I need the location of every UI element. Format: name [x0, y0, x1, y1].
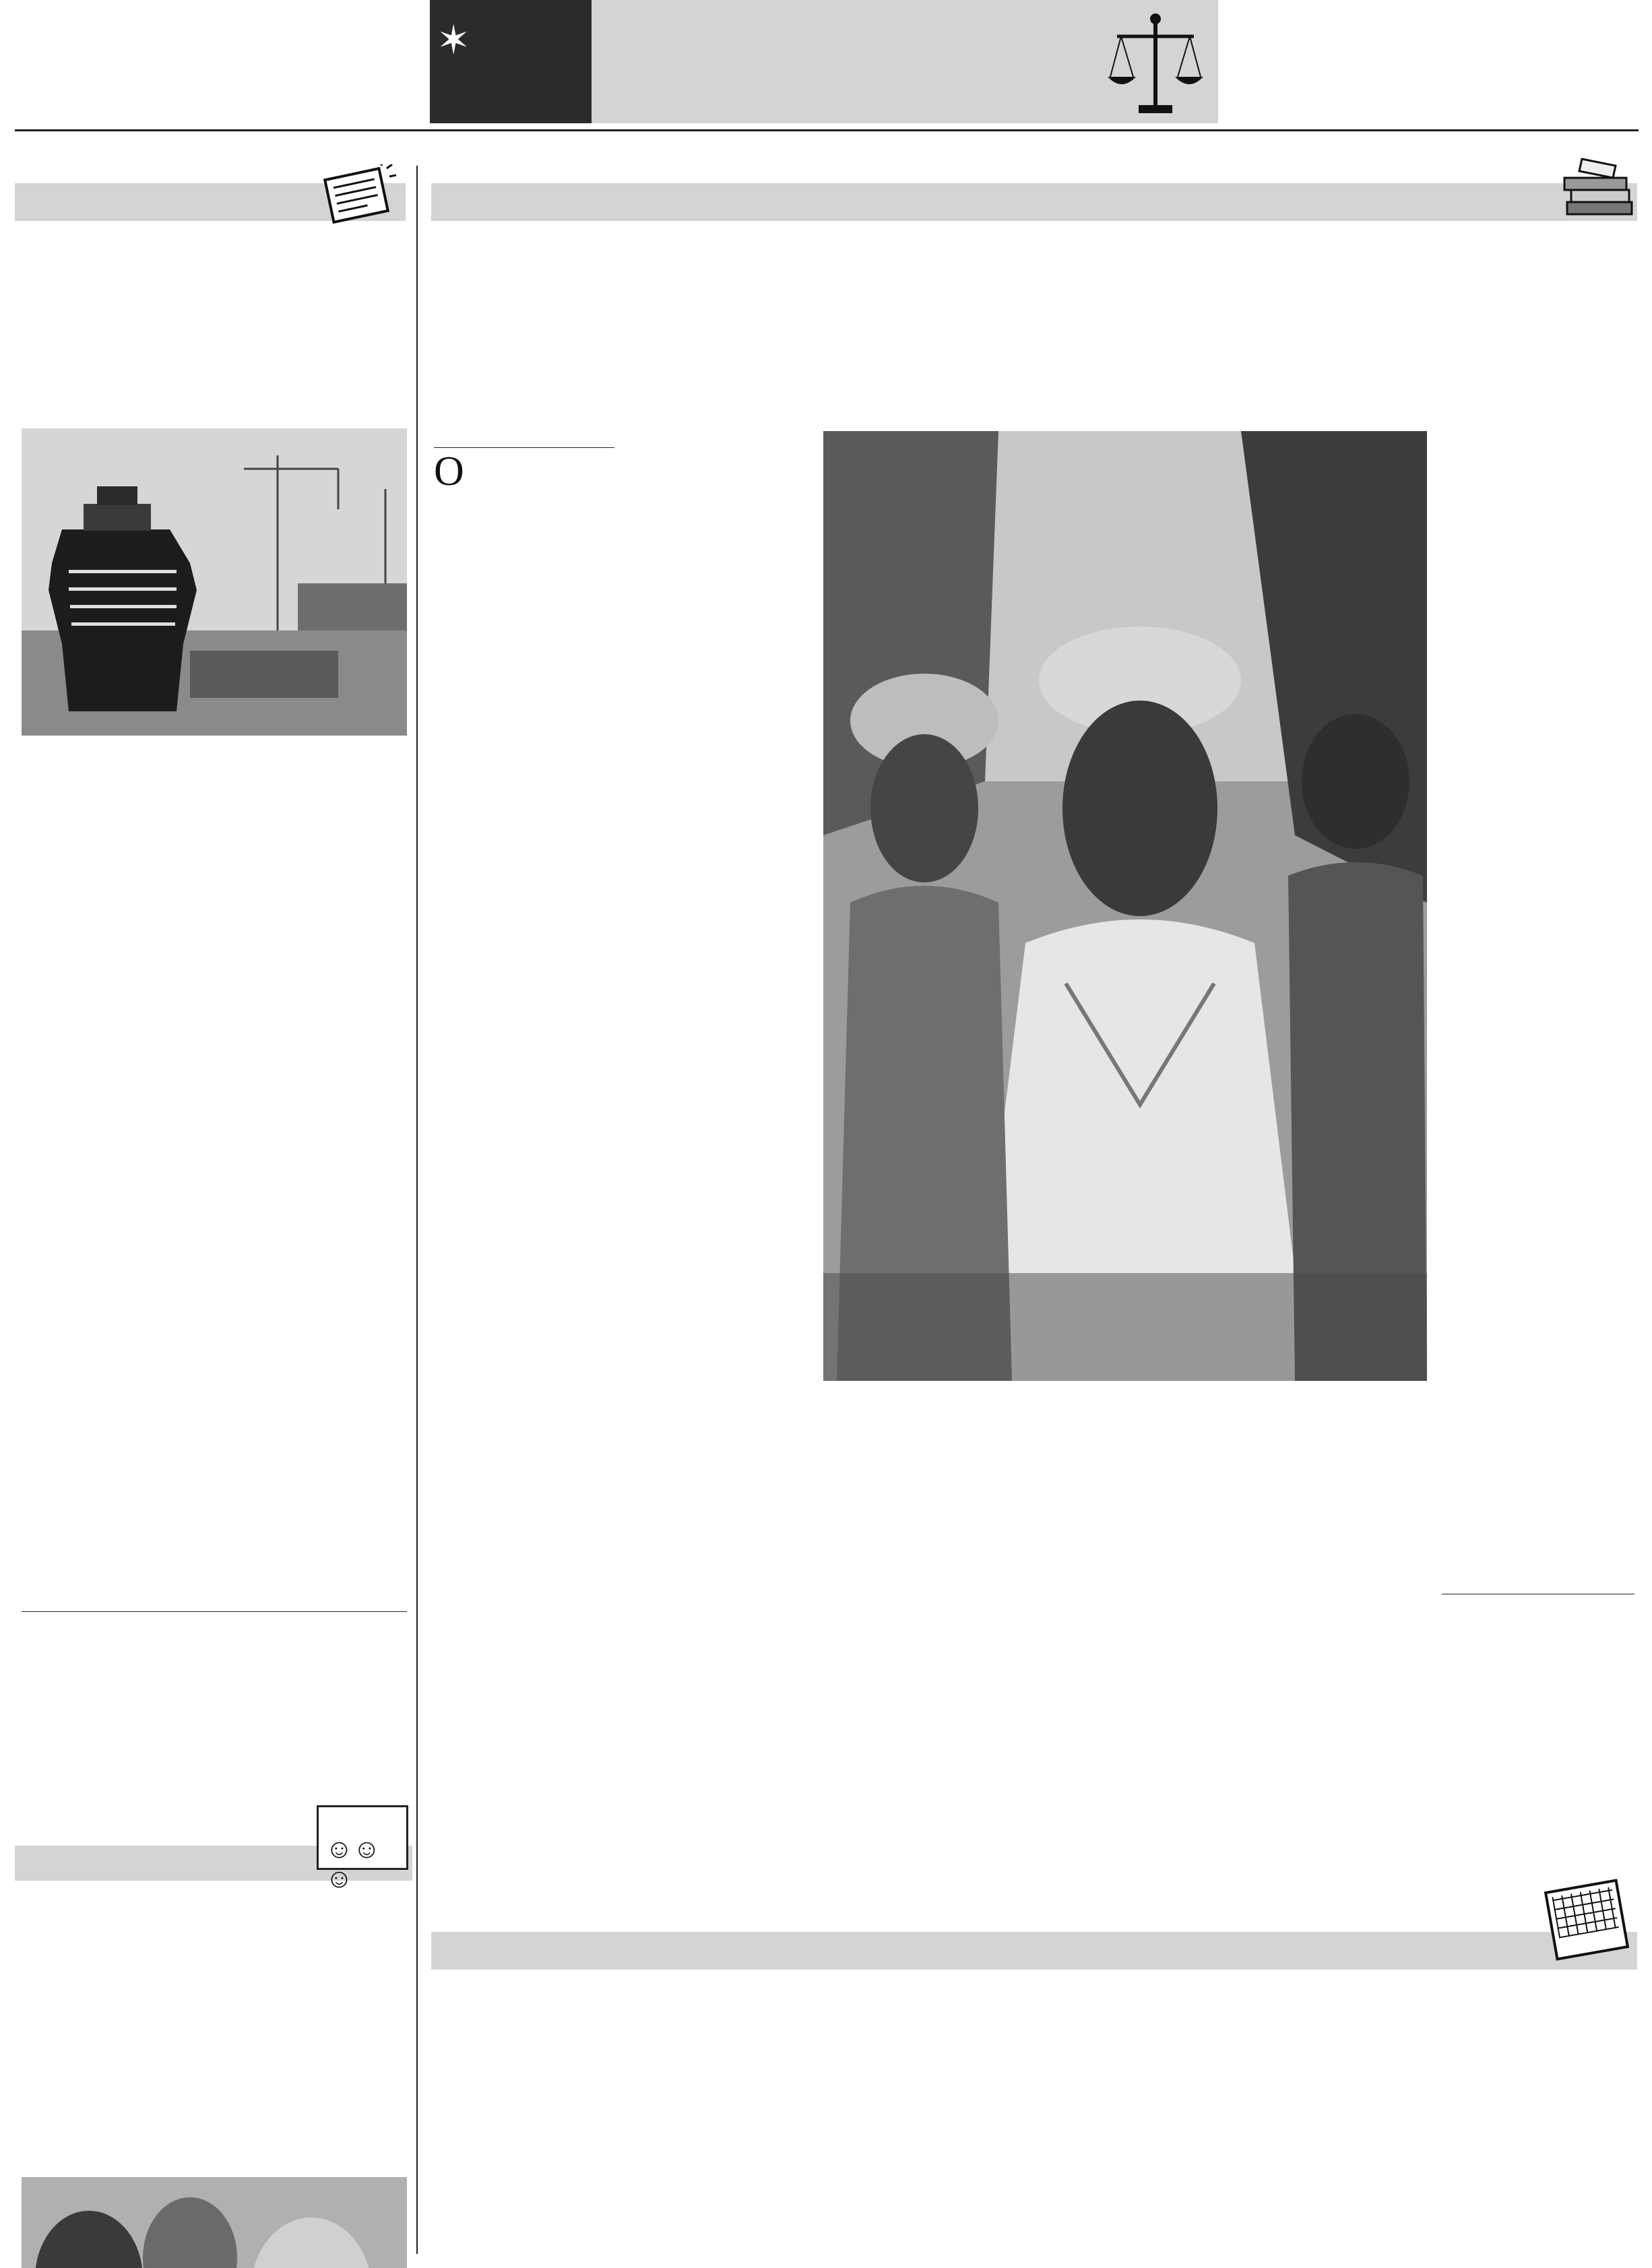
calendar-grid — [1552, 1887, 1618, 1939]
analysis-col-1 — [434, 453, 617, 1975]
column-divider — [416, 166, 418, 2254]
source-rule — [22, 1611, 407, 1612]
star-burst-icon: ✶ — [437, 18, 471, 63]
analysis-col-5 — [1211, 1389, 1395, 1975]
masthead — [0, 0, 1652, 135]
law-news-body — [22, 744, 407, 1607]
books-icon — [1562, 155, 1637, 222]
human-rights-badge — [317, 1805, 408, 1893]
analysis-col-6 — [1442, 431, 1634, 1587]
law-news-intro — [22, 321, 407, 418]
analysis-col-3 — [823, 1389, 1007, 1975]
cruise-ship-photo — [22, 428, 407, 736]
andizhan-victims-photo — [22, 2177, 407, 2268]
law-week-header — [431, 1932, 1637, 1970]
law-week-calendar-icon — [1544, 1879, 1629, 1961]
newspaper-icon — [322, 164, 398, 225]
drop-cap: O — [434, 453, 464, 494]
people-icon: ☺☺☺ — [325, 1834, 381, 1893]
byline-rule — [434, 447, 614, 448]
advocacy-body — [22, 1976, 407, 2178]
scales-of-justice-icon — [1105, 9, 1206, 117]
migrant-workers-photo — [823, 431, 1427, 1381]
analysis-col-2 — [628, 431, 811, 1974]
analysis-header — [431, 183, 1637, 221]
masthead-rule — [15, 129, 1639, 131]
analysis-col-4 — [1017, 1389, 1201, 1975]
